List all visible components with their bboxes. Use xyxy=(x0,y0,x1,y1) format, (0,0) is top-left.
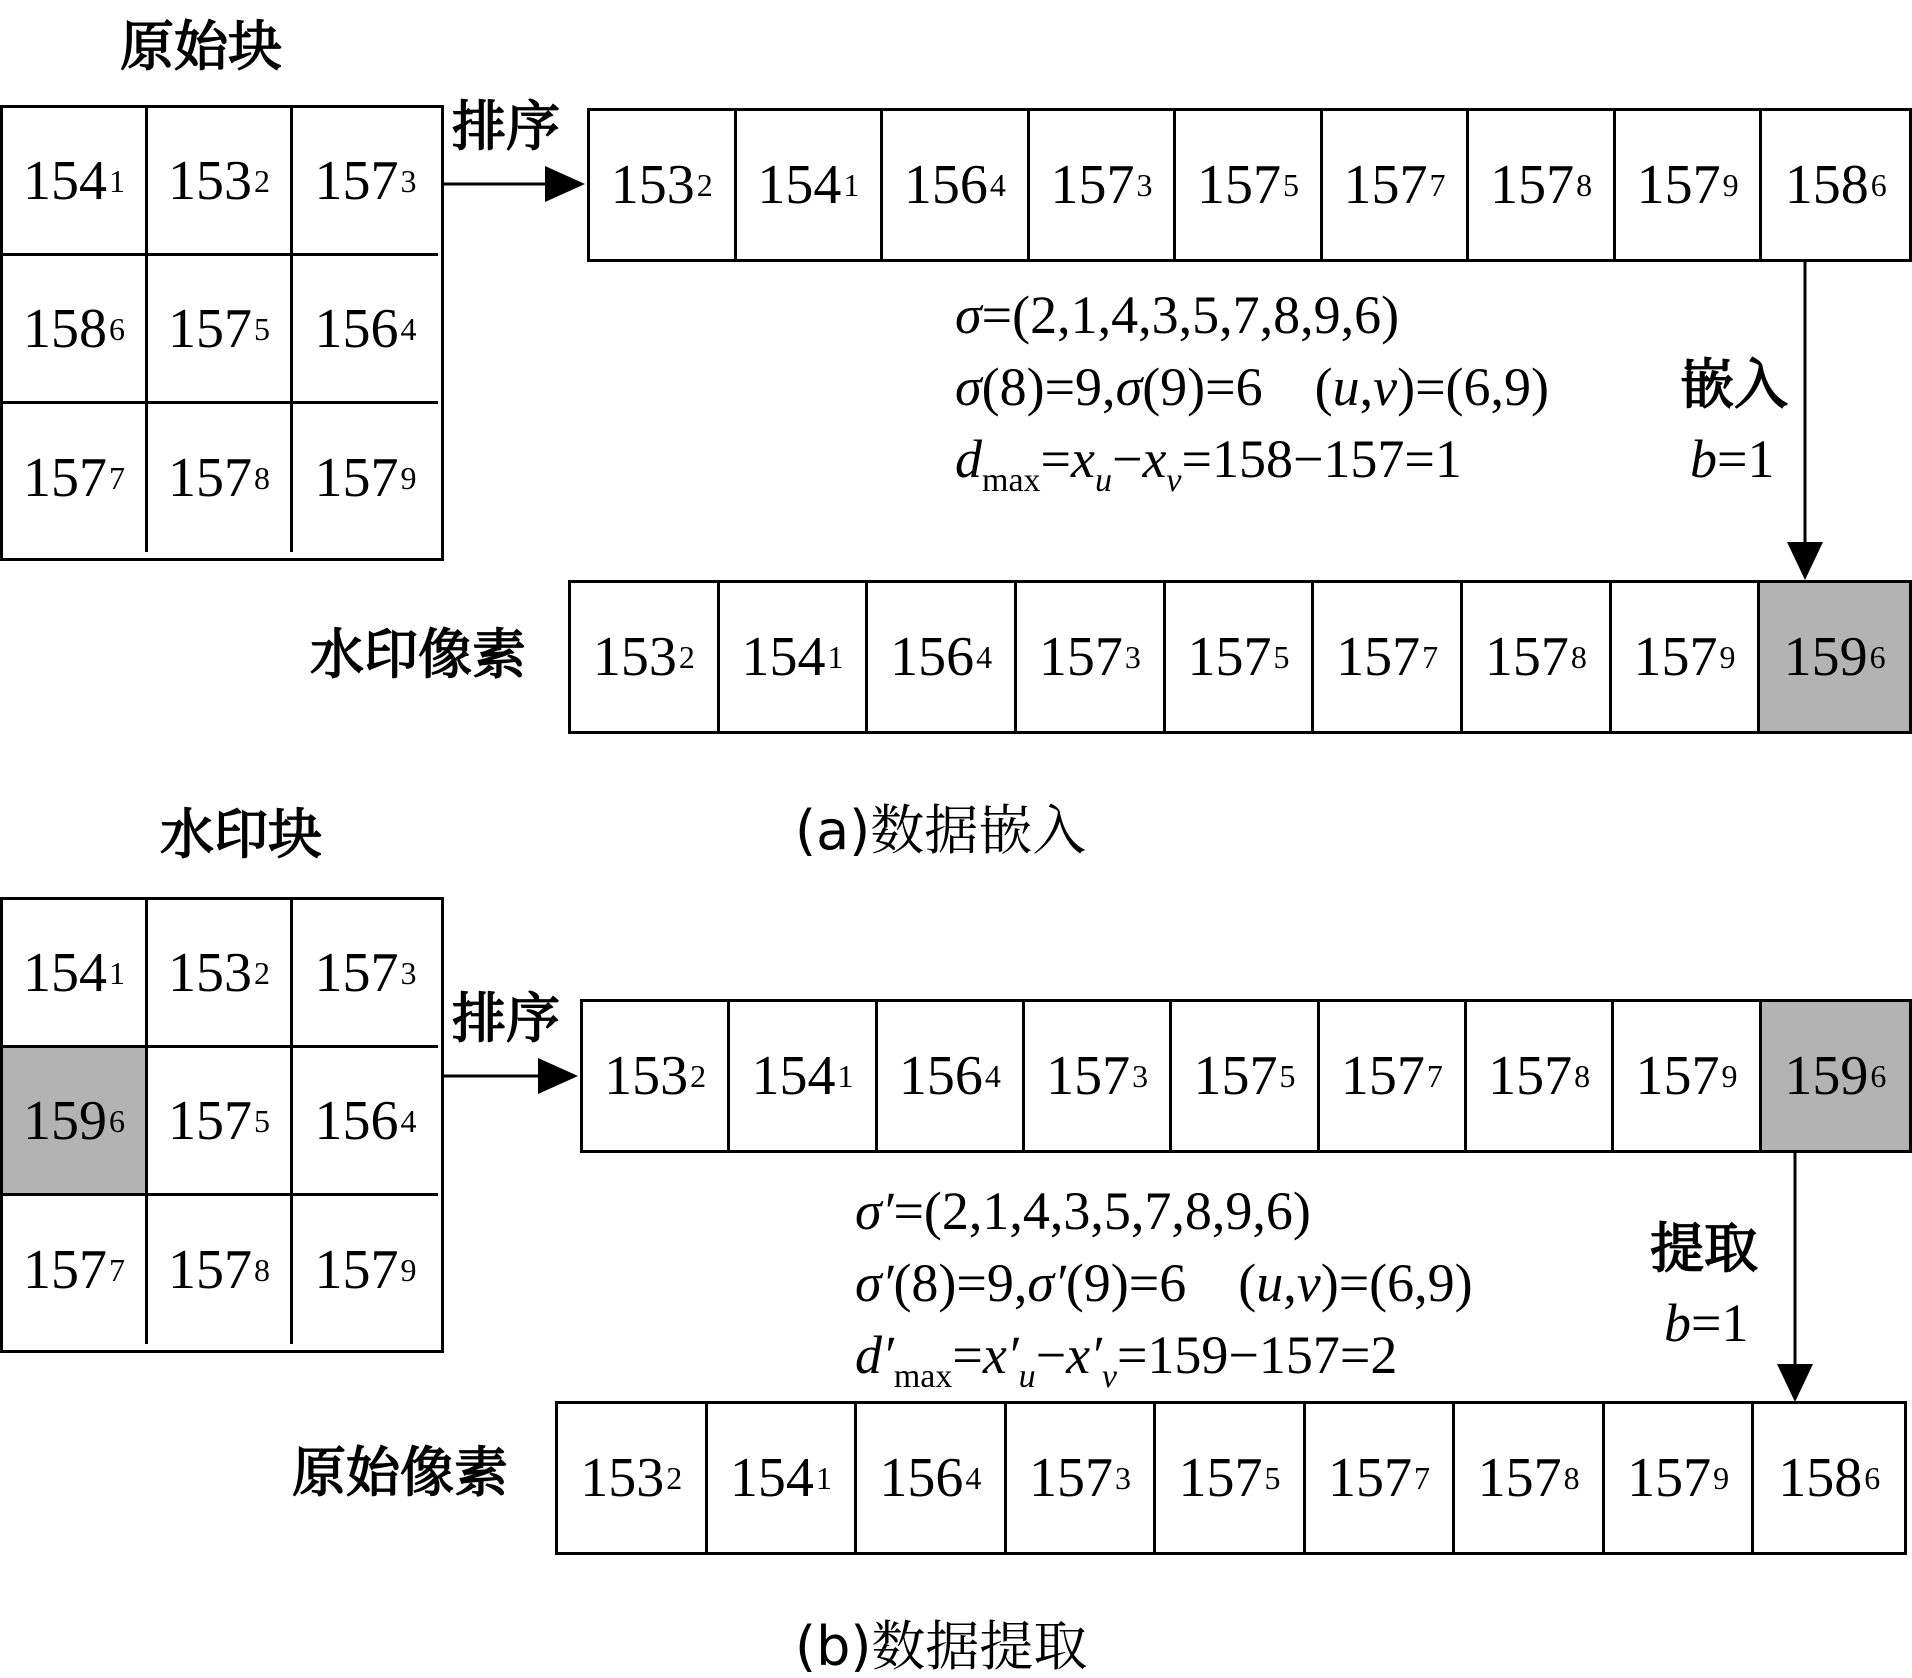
panel-b-watermarked-block xyxy=(0,897,444,1353)
panel-a-block-title: 原始块 xyxy=(120,15,282,78)
pixel-value: 157 xyxy=(23,1239,107,1301)
pixel-value: 157 xyxy=(1187,626,1272,688)
pixel-value: 153 xyxy=(592,626,677,688)
result-a-cell xyxy=(868,583,1017,731)
panel-a-sigma8: (8)=9, xyxy=(981,357,1116,417)
result-b-cell xyxy=(1605,1404,1755,1552)
block-a-cell xyxy=(148,108,293,256)
sorted-b-cell xyxy=(1762,1002,1909,1150)
pixel-value: 153 xyxy=(604,1045,689,1107)
pixel-index: 4 xyxy=(976,639,993,675)
block-b-cell xyxy=(148,900,293,1048)
pixel-index: 6 xyxy=(1870,167,1887,203)
pixel-value: 154 xyxy=(757,154,842,216)
pixel-index: 1 xyxy=(109,162,125,199)
pixel-index: 5 xyxy=(1282,167,1299,203)
panel-b-sort-label: 排序 xyxy=(452,987,560,1050)
sorted-a-cell xyxy=(883,111,1030,259)
pixel-index: 4 xyxy=(984,1058,1001,1094)
panel-b-block-title: 水印块 xyxy=(160,803,322,866)
pixel-value: 157 xyxy=(314,447,399,509)
pixel-value: 157 xyxy=(1633,626,1718,688)
pixel-value: 157 xyxy=(1484,626,1569,688)
pixel-index: 7 xyxy=(1429,167,1446,203)
panel-a-sorted-row xyxy=(587,108,1912,262)
pixel-value: 156 xyxy=(903,154,988,216)
pixel-value: 157 xyxy=(168,447,252,509)
pixel-index: 7 xyxy=(1422,639,1439,675)
result-b-cell xyxy=(1156,1404,1306,1552)
pixel-index: 1 xyxy=(827,639,844,675)
pixel-index: 5 xyxy=(254,1102,270,1139)
pixel-value: 157 xyxy=(1336,626,1421,688)
panel-a-b: =1 xyxy=(1717,429,1775,489)
panel-b-action-label: 提取 xyxy=(1650,1217,1758,1280)
block-a-cell xyxy=(3,108,148,256)
pixel-index: 3 xyxy=(1136,167,1153,203)
block-a-cell xyxy=(148,256,293,404)
pixel-value: 159 xyxy=(23,1089,107,1152)
pixel-value: 158 xyxy=(23,297,107,360)
panel-a-sigma-eval-line: σ(8)=9,σ(9)=6 (u,v)=(6,9) xyxy=(955,357,1549,417)
pixel-index: 1 xyxy=(837,1058,854,1094)
arrow-a-sort xyxy=(444,166,585,202)
arrow-a-embed xyxy=(1787,262,1823,580)
sorted-a-cell xyxy=(1616,111,1763,259)
pixel-value: 156 xyxy=(314,297,399,360)
sorted-b-cell xyxy=(1025,1002,1172,1150)
pixel-value: 154 xyxy=(729,1447,814,1509)
sorted-b-cell xyxy=(1172,1002,1319,1150)
result-a-cell xyxy=(1314,583,1463,731)
pixel-value: 157 xyxy=(168,1089,252,1152)
result-a-cell xyxy=(1760,583,1909,731)
pixel-value: 153 xyxy=(580,1447,665,1509)
pixel-index: 4 xyxy=(989,167,1006,203)
panel-b-sigma8: (8)=9, xyxy=(893,1253,1028,1313)
pixel-index: 1 xyxy=(843,167,860,203)
result-b-cell xyxy=(708,1404,858,1552)
pixel-index: 6 xyxy=(109,1102,125,1139)
pixel-value: 157 xyxy=(1328,1447,1413,1509)
pixel-value: 154 xyxy=(741,626,826,688)
pixel-value: 157 xyxy=(1343,154,1428,216)
pixel-index: 7 xyxy=(109,1252,125,1288)
panel-a-caption: (a)数据嵌入 xyxy=(795,799,1087,862)
sorted-b-cell xyxy=(583,1002,730,1150)
pixel-index: 2 xyxy=(696,167,713,203)
panel-b-dmax-line: $d'_{max}=x'_u-x'_v=159-157=2$ xyxy=(855,1325,1398,1395)
block-b-cell xyxy=(148,1196,293,1344)
panel-a-action-label: 嵌入 xyxy=(1680,353,1788,416)
panel-a-uv: =(6,9) xyxy=(1415,357,1549,417)
pixel-value: 156 xyxy=(879,1447,964,1509)
pixel-value: 157 xyxy=(1635,1045,1720,1107)
pixel-value: 157 xyxy=(1340,1045,1425,1107)
pixel-index: 7 xyxy=(1414,1460,1431,1496)
panel-b-sigma-line: σ′=(2,1,4,3,5,7,8,9,6) xyxy=(855,1181,1311,1241)
block-b-cell xyxy=(148,1048,293,1196)
sorted-a-cell xyxy=(1762,111,1909,259)
pixel-value: 157 xyxy=(1488,1045,1573,1107)
pixel-index: 3 xyxy=(400,954,417,991)
block-b-cell xyxy=(293,1196,438,1344)
sorted-b-cell xyxy=(878,1002,1025,1150)
block-a-cell xyxy=(293,108,438,256)
result-a-cell xyxy=(1612,583,1761,731)
pixel-value: 157 xyxy=(1490,154,1575,216)
pixel-value: 157 xyxy=(168,297,252,360)
pixel-index: 3 xyxy=(1124,639,1141,675)
result-a-cell xyxy=(1017,583,1166,731)
panel-a-result-row xyxy=(568,580,1912,734)
pixel-index: 2 xyxy=(678,639,695,675)
panel-a-sigma-line: σ=(2,1,4,3,5,7,8,9,6) xyxy=(955,285,1400,345)
block-b-cell xyxy=(3,900,148,1048)
pixel-value: 158 xyxy=(1784,154,1869,216)
pixel-index: 9 xyxy=(400,460,417,496)
pixel-index: 2 xyxy=(254,162,270,199)
panel-a-dmax: =158−157=1 xyxy=(1181,429,1462,489)
result-b-cell xyxy=(857,1404,1007,1552)
pixel-index: 6 xyxy=(1864,1460,1881,1496)
panel-a-sigma9: (9)=6 xyxy=(1142,357,1263,417)
pixel-value: 157 xyxy=(23,447,107,509)
block-b-cell xyxy=(3,1048,148,1196)
pixel-index: 2 xyxy=(666,1460,683,1496)
pixel-index: 1 xyxy=(109,954,125,991)
pixel-index: 9 xyxy=(1721,1058,1738,1094)
pixel-index: 2 xyxy=(254,954,270,991)
pixel-index: 8 xyxy=(254,460,270,496)
arrow-b-sort xyxy=(444,1058,578,1094)
pixel-index: 5 xyxy=(254,310,270,347)
block-a-cell xyxy=(3,256,148,404)
sorted-b-cell xyxy=(730,1002,877,1150)
result-a-cell xyxy=(1166,583,1315,731)
pixel-value: 154 xyxy=(751,1045,836,1107)
pixel-value: 157 xyxy=(1178,1447,1263,1509)
pixel-index: 1 xyxy=(815,1460,832,1496)
result-a-cell xyxy=(1463,583,1612,731)
pixel-value: 157 xyxy=(1028,1447,1113,1509)
result-b-cell xyxy=(1754,1404,1904,1552)
pixel-value: 157 xyxy=(1196,154,1281,216)
sorted-b-cell xyxy=(1467,1002,1614,1150)
pixel-index: 9 xyxy=(1722,167,1739,203)
result-a-cell xyxy=(571,583,720,731)
block-a-cell xyxy=(293,256,438,404)
panel-a-dmax-line: $d_{max}=x_u-x_v=158-157=1$ xyxy=(955,429,1462,499)
pixel-value: 157 xyxy=(1193,1045,1278,1107)
sorted-b-cell xyxy=(1320,1002,1467,1150)
pixel-index: 7 xyxy=(1426,1058,1443,1094)
panel-b-sigma9: (9)=6 xyxy=(1065,1253,1187,1313)
result-b-cell xyxy=(1007,1404,1157,1552)
pixel-value: 157 xyxy=(1636,154,1721,216)
pixel-value: 157 xyxy=(1627,1447,1712,1509)
sorted-a-cell xyxy=(737,111,884,259)
pixel-value: 153 xyxy=(168,149,252,212)
pixel-index: 5 xyxy=(1279,1058,1296,1094)
sorted-a-cell xyxy=(1323,111,1470,259)
panel-a-sort-label: 排序 xyxy=(452,95,560,158)
pixel-value: 159 xyxy=(1784,1045,1869,1107)
block-a-cell xyxy=(148,404,293,552)
pixel-index: 9 xyxy=(400,1252,417,1288)
sorted-a-cell xyxy=(1176,111,1323,259)
pixel-value: 157 xyxy=(1038,626,1123,688)
pixel-index: 3 xyxy=(400,162,417,199)
panel-a-original-block xyxy=(0,105,444,561)
sorted-a-cell xyxy=(1469,111,1616,259)
pixel-index: 8 xyxy=(1570,639,1587,675)
pixel-index: 4 xyxy=(400,1102,417,1139)
pixel-value: 157 xyxy=(314,149,399,212)
pixel-value: 156 xyxy=(890,626,975,688)
panel-b-b: =1 xyxy=(1691,1293,1749,1353)
pixel-index: 8 xyxy=(254,1252,270,1288)
panel-b-b-line: b=1 xyxy=(1664,1293,1749,1353)
pixel-value: 157 xyxy=(314,941,399,1004)
pixel-index: 4 xyxy=(400,310,417,347)
pixel-value: 157 xyxy=(1046,1045,1131,1107)
pixel-index: 8 xyxy=(1563,1460,1580,1496)
panel-b-result-label: 原始像素 xyxy=(292,1441,508,1504)
pixel-value: 157 xyxy=(1050,154,1135,216)
sorted-b-cell xyxy=(1614,1002,1761,1150)
panel-a-result-label: 水印像素 xyxy=(310,623,526,686)
pixel-value: 157 xyxy=(168,1239,252,1301)
result-b-cell xyxy=(1306,1404,1456,1552)
pixel-index: 9 xyxy=(1713,1460,1730,1496)
pixel-index: 8 xyxy=(1576,167,1593,203)
pixel-index: 4 xyxy=(965,1460,982,1496)
pixel-index: 6 xyxy=(109,310,125,347)
pixel-index: 8 xyxy=(1574,1058,1591,1094)
panel-b-sigma-eval-line: σ′(8)=9,σ′(9)=6 (u,v)=(6,9) xyxy=(855,1253,1473,1313)
pixel-index: 9 xyxy=(1719,639,1736,675)
pixel-value: 157 xyxy=(1477,1447,1562,1509)
pixel-value: 154 xyxy=(23,149,107,212)
panel-a-sigma-value: =(2,1,4,3,5,7,8,9,6) xyxy=(981,285,1400,345)
block-b-cell xyxy=(3,1196,148,1344)
result-b-cell xyxy=(558,1404,708,1552)
pixel-index: 7 xyxy=(109,460,125,496)
panel-b-uv: =(6,9) xyxy=(1338,1253,1473,1313)
pixel-index: 3 xyxy=(1132,1058,1149,1094)
panel-b-caption: (b)数据提取 xyxy=(795,1615,1088,1678)
pixel-value: 157 xyxy=(314,1239,399,1301)
pixel-index: 5 xyxy=(1264,1460,1281,1496)
sorted-a-cell xyxy=(1030,111,1177,259)
pixel-index: 3 xyxy=(1114,1460,1131,1496)
result-b-cell xyxy=(1455,1404,1605,1552)
pixel-value: 156 xyxy=(314,1089,399,1152)
pixel-value: 159 xyxy=(1783,626,1868,688)
pixel-value: 154 xyxy=(23,941,107,1004)
panel-b-sorted-row xyxy=(580,999,1912,1153)
sorted-a-cell xyxy=(590,111,737,259)
block-a-cell xyxy=(3,404,148,552)
panel-b-sigma-value: =(2,1,4,3,5,7,8,9,6) xyxy=(893,1181,1311,1241)
pixel-index: 2 xyxy=(690,1058,707,1094)
result-a-cell xyxy=(720,583,869,731)
pixel-index: 6 xyxy=(1869,639,1886,675)
panel-a-b-line: b=1 xyxy=(1690,429,1775,489)
block-b-cell xyxy=(293,900,438,1048)
pixel-index: 5 xyxy=(1273,639,1290,675)
pixel-value: 158 xyxy=(1778,1447,1863,1509)
pixel-index: 6 xyxy=(1870,1058,1887,1094)
pixel-value: 153 xyxy=(610,154,695,216)
panel-b-dmax: =159−157=2 xyxy=(1116,1325,1398,1385)
block-a-cell xyxy=(293,404,438,552)
pixel-value: 153 xyxy=(168,941,252,1004)
block-b-cell xyxy=(293,1048,438,1196)
arrow-b-extract xyxy=(1777,1153,1813,1402)
panel-b-result-row xyxy=(555,1401,1907,1555)
pixel-value: 156 xyxy=(898,1045,983,1107)
